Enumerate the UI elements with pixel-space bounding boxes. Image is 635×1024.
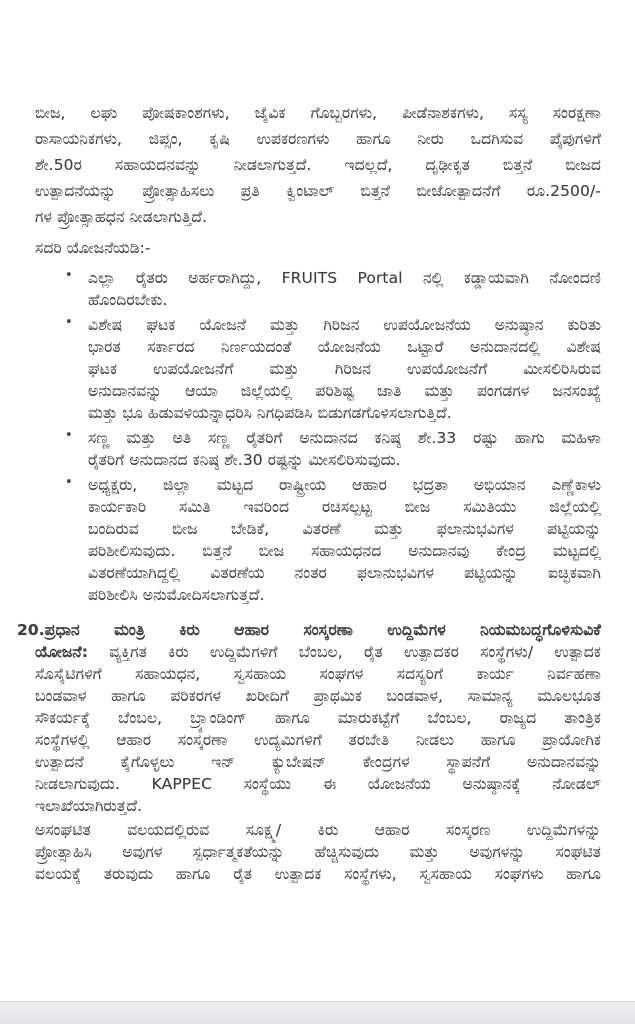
text-line: ಬೀಜ, ಲಘು ಪೋಷಕಾಂಶಗಳು, ಜೈವಿಕ ಗೊಬ್ಬರಗಳು, ಪೀಡೆನಾಶಕಗಳು, ಸಸ್ಯ ಸಂರಕ್ಷಣಾ: [35, 104, 601, 122]
bullet-dot-icon: •: [65, 268, 73, 283]
text-line: ಪರಿಶೀಲಿಸಿ ಅನುಮೋದಿಸಲಾಗುತ್ತದೆ.: [88, 586, 265, 604]
text-line: ಕಾರ್ಯಕಾರಿ ಸಮಿತಿ ಇವರಿಂದ ರಚಿಸಲ್ಪಟ್ಟ ಬೀಜ ಸಮಿತಿಯು ಜಿಲ್ಲೆಯಲ್ಲಿ: [88, 498, 601, 516]
text-line: ಎಲ್ಲಾ ರೈತರು ಅರ್ಹರಾಗಿದ್ದು, FRUITS Portal ನಲ್ಲಿ ಕಡ್ಡಾಯವಾಗಿ ನೋಂದಣಿ: [88, 269, 601, 287]
text-line: ಅಸಂಘಟಿತ ವಲಯದಲ್ಲಿರುವ ಸೂಕ್ಷ್ಮ/ ಕಿರು ಆಹಾರ ಸಂಸ್ಕರಣ ಉದ್ದಿಮೆಗಳನ್ನು: [35, 821, 601, 839]
section-title-line: [35, 641, 601, 663]
text-line: ಮತ್ತು ಭೂ ಹಿಡುವಳಿಯನ್ನಾಧರಿಸಿ ನಿಗಧಿಪಡಿಸಿ ಬಿಡುಗಡಗೊಳಿಸಲಾಗುತ್ತಿದೆ.: [88, 404, 452, 422]
list-item: [65, 474, 601, 606]
list-item: [65, 267, 601, 311]
text-line: ಸೊಸೈಟಿಗಳಿಗೆ ಸಹಾಯಧನ, ಸ್ವಸಹಾಯ ಸಂಘಗಳ ಸದಸ್ಯರಿಗೆ ಕಾರ್ಯ ನಿರ್ವಹಣಾ: [35, 665, 601, 683]
text-line: ಘಟಕ ಉಪಯೋಜನೆಗೆ ಮತ್ತು ಗಿರಿಜನ ಉಪಯೋಜನೆಗೆ ಮೀಸಲಿರಿಸಿರುವ: [88, 360, 601, 378]
text-line: ಸಂಸ್ಥೆಗಳಲ್ಲಿ ಆಹಾರ ಸಂಸ್ಕರಣಾ ಉದ್ಯಮಿಗಳಿಗೆ ತರಬೇತಿ ನೀಡಲು ಹಾಗೂ ಪ್ರಾಯೋಗಿಕ: [35, 731, 601, 749]
paragraph-seed-subsidy: [35, 100, 601, 230]
text-line: ಇಲಾಖೆಯಾಗಿರುತ್ತದೆ.: [35, 797, 143, 815]
text-line: ವಿಶೇಷ ಘಟಕ ಯೋಜನೆ ಮತ್ತು ಗಿರಿಜನ ಉಪಯೋಜನೆಯ ಅನುಷ್ಠಾನ ಕುರಿತು: [88, 316, 601, 334]
document-text-block: [17, 100, 601, 885]
text-line: ಗಳ ಪ್ರೋತ್ಸಾಹಧನ ನೀಡಲಾಗುತ್ತಿದೆ.: [35, 208, 208, 226]
text-line: ಸಣ್ಣ ಮತ್ತು ಅತಿ ಸಣ್ಣ ರೈತರಿಗೆ ಅನುದಾನದ ಕನಿಷ್ಠ ಶೇ.33 ರಷ್ಟು ಹಾಗು ಮಹಿಳಾ: [88, 429, 601, 447]
text-line: ಭಾರತ ಸರ್ಕಾರದ ನಿರ್ಣಯದಂತೆ ಯೋಜನೆಯ ಒಟ್ಟಾರೆ ಅನುದಾನದಲ್ಲಿ ವಿಶೇಷ: [88, 338, 601, 356]
text-line: ಹೊಂದಿರಬೇಕು.: [88, 291, 168, 309]
text-line: ವಿತರಣೆಯಾಗಿದ್ದಲ್ಲಿ ವಿತರಣೆಯ ನಂತರ ಫಲಾನುಭವಿಗಳ ಪಟ್ಟಿಯನ್ನು ಐಚ್ಛಿಕವಾಗಿ: [88, 564, 601, 582]
text-line: ಬಂಡವಾಳ ಹಾಗೂ ಪರಿಕರಗಳ ಖರೀದಿಗೆ ಪ್ರಾಥಮಿಕ ಬಂಡವಾಳ, ಸಾಮಾನ್ಯ ಮೂಲಭೂತ: [35, 687, 601, 705]
section-20-pm-food-processing: [17, 619, 601, 817]
section-body-text: ವ್ಯಕ್ತಿಗತ ಕಿರು ಉದ್ದಿಮೆಗಳಿಗೆ ಬೆಂಬಲ, ರೈತ ಉತ್ಪಾದಕರ ಸಂಸ್ಥೆಗಳು/ ಉತ್ಪಾದಕ: [88, 643, 601, 661]
text-line: ಉತ್ಪಾದನೆಯನ್ನು ಪ್ರೋತ್ಸಾಹಿಸಲು ಪ್ರತಿ ಕ್ವಿಂಟಾಲ್ ಬಿತ್ತನೆ ಬೀಜೋತ್ಪಾದನೆಗೆ ರೂ.2500/-: [35, 182, 601, 200]
bullet-dot-icon: •: [65, 475, 73, 490]
text-line: ಸೌಕರ್ಯಕ್ಕೆ ಬೆಂಬಲ, ಬ್ರ್ಯಾಂಡಿಂಗ್ ಹಾಗೂ ಮಾರುಕಟ್ಟೆಗೆ ಬೆಂಬಲ, ರಾಜ್ಯದ ತಾಂತ್ರಿಕ: [35, 709, 601, 727]
text-line: ಉತ್ಪಾದನೆ ಕೈಗೊಳ್ಳಲು ಇನ್ ಕ್ಯುಬೇಷನ್ ಕೇಂದ್ರಗಳ ಸ್ಥಾಪನೆಗೆ ಅನುದಾನವನ್ನು: [35, 753, 601, 771]
paragraph-unorganized-sector: [35, 819, 601, 885]
section-title-line: 20.ಪ್ರಧಾನ ಮಂತ್ರಿ ಕಿರು ಆಹಾರ ಸಂಸ್ಕರಣಾ ಉದ್ದಿಮೆಗಳ ನಿಯಮಬದ್ಧಗೊಳಿಸುವಿಕೆ: [17, 621, 601, 639]
text-line: ಪ್ರೋತ್ಸಾಹಿಸಿ ಅವುಗಳ ಸ್ಪರ್ಧಾತ್ಮಕತೆಯನ್ನು ಹೆಚ್ಚಿಸುವುದು ಮತ್ತು ಅವುಗಳನ್ನು ಸಂಘಟಿತ: [35, 843, 601, 861]
list-item: [65, 427, 601, 471]
text-line: ರಾಸಾಯನಿಕಗಳು, ಜಿಪ್ಸಂ, ಕೃಷಿ ಉಪಕರಣಗಳು ಹಾಗೂ ನೀರು ಒದಗಿಸುವ ಪೈಪುಗಳಿಗೆ: [35, 130, 601, 148]
text-line: ಪರಿಶೀಲಿಸುವುದು. ಬಿತ್ತನೆ ಬೀಜ ಸಹಾಯಧನದ ಅನುದಾನವು ಕೇಂದ್ರ ಮಟ್ಟದಲ್ಲಿ: [88, 542, 601, 560]
text-line: ಅನುದಾನವನ್ನು ಆಯಾ ಜಿಲ್ಲೆಯಲ್ಲಿ ಪರಿಶಿಷ್ಟ ಜಾತಿ ಮತ್ತು ಪಂಗಡಗಳ ಜನಸಂಖ್ಯೆ: [88, 382, 601, 400]
text-line: ನೀಡಲಾಗುವುದು. KAPPEC ಸಂಸ್ಥೆಯು ಈ ಯೋಜನೆಯ ಅನುಷ್ಠಾನಕ್ಕೆ ನೋಡಲ್: [35, 775, 601, 793]
text-line: ಅಧ್ಯಕ್ಷರು, ಜಿಲ್ಲಾ ಮಟ್ಟದ ರಾಷ್ಟ್ರೀಯ ಆಹಾರ ಭದ್ರತಾ ಅಭಿಯಾನ ಎಣ್ಣೆಕಾಳು: [88, 476, 601, 494]
subheading-under-scheme: ಸದರಿ ಯೋಜನೆಯಡಿ:-: [35, 239, 151, 257]
bullet-dot-icon: •: [65, 315, 73, 330]
text-line: ವಲಯಕ್ಕೆ ತರುವುದು ಹಾಗೂ ರೈತ ಉತ್ಪಾದಕ ಸಂಸ್ಥೆಗಳು, ಸ್ವಸಹಾಯ ಸಂಘಗಳು ಹಾಗೂ: [35, 865, 601, 883]
section-title-bold: ಯೋಜನೆ:: [35, 643, 89, 661]
text-line: ರೈತರಿಗೆ ಅನುದಾನದ ಕನಿಷ್ಠ ಶೇ.30 ರಷ್ಟನ್ನು ಮೀಸಲಿರಿಸುವುದು.: [88, 451, 401, 469]
text-line: ಶೇ.50ರ ಸಹಾಯದನವನ್ನು ನೀಡಲಾಗುತ್ತದೆ. ಇದಲ್ಲದೆ, ದೃಢೀಕೃತ ಬಿತ್ತನೆ ಬೀಜದ: [35, 156, 601, 174]
bullet-list: [35, 267, 601, 606]
bullet-dot-icon: •: [65, 428, 73, 443]
list-item: [65, 314, 601, 424]
viewer-bottom-bar: [0, 1001, 635, 1024]
text-line: ಬಂದಿರುವ ಬೀಜ ಬೇಡಿಕೆ, ವಿತರಣೆ ಮತ್ತು ಫಲಾನುಭವಿಗಳ ಪಟ್ಟಿಯನ್ನು: [88, 520, 601, 538]
